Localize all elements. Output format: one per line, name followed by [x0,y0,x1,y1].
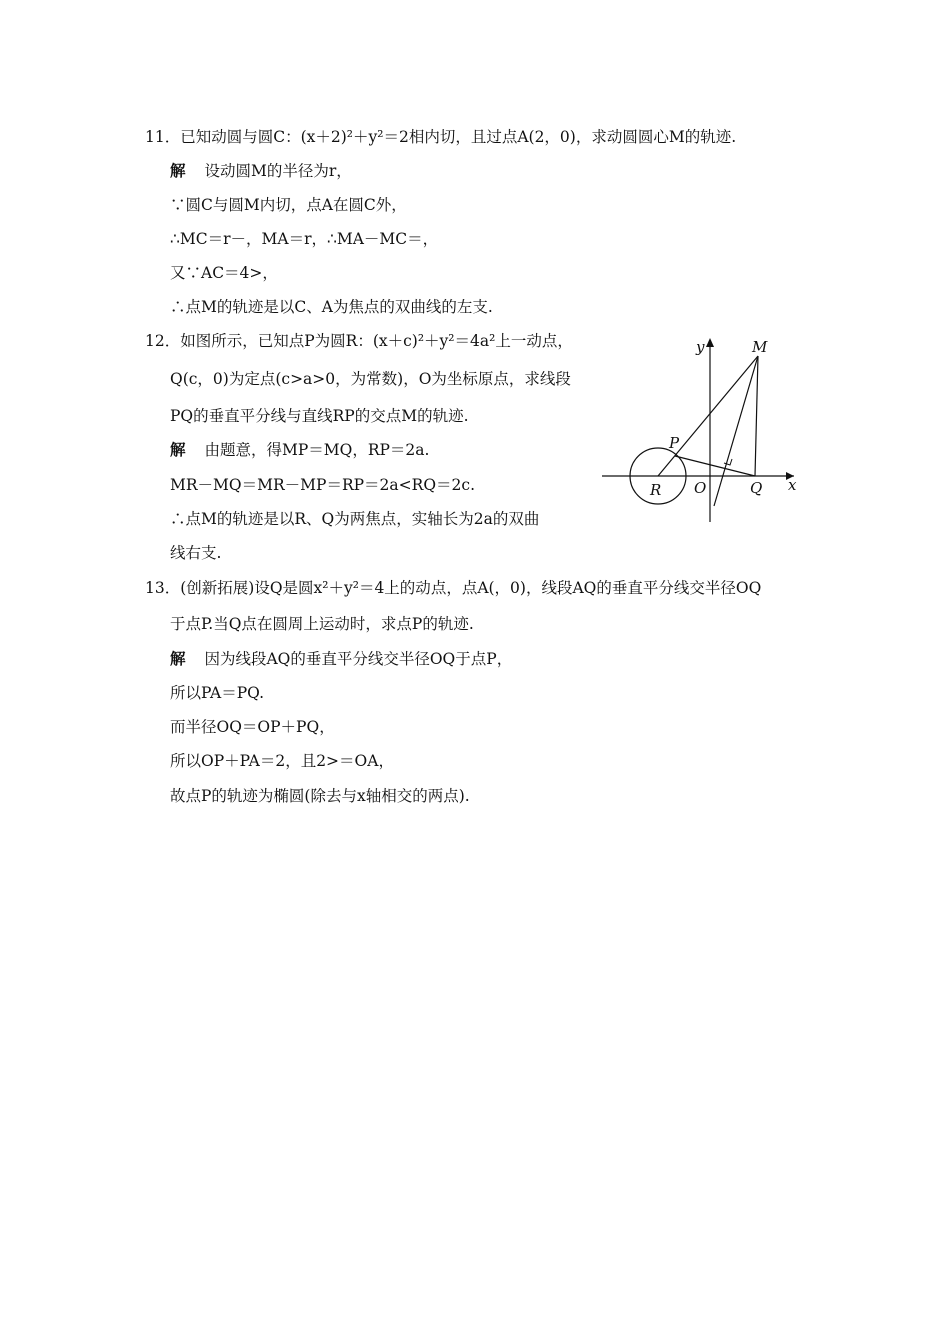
line-rm [658,356,758,476]
geometry-figure [598,332,808,532]
solution-11-line-2: ∵圆C与圆M内切，点A在圆C外， [170,196,407,214]
solution-label: 解 [170,161,186,180]
solution-13-line-1: 解 因为线段AQ的垂直平分线交半径OQ于点P， [170,649,513,668]
label-y: y [696,338,705,356]
y-axis-arrow-icon [706,338,714,347]
solution-label: 解 [170,649,186,668]
line-pq [675,456,755,476]
problem-12-line-3: PQ的垂直平分线与直线RP的交点M的轨迹. [170,407,469,425]
solution-13-line-5: 故点P的轨迹为椭圆(除去与x轴相交的两点). [170,787,470,805]
solution-12-line-1: 解 由题意，得MP＝MQ，RP＝2a. [170,440,430,459]
label-m: M [752,338,768,356]
label-r: R [650,481,662,499]
label-q: Q [750,479,763,497]
line-mq [755,356,758,476]
problem-13-line-1: 13．(创新拓展)设Q是圆x²＋y²＝4上的动点，点A(，0)，线段AQ的垂直平分线交半径OQ [145,579,762,597]
solution-label: 解 [170,440,186,459]
solution-12-line-4: 线右支. [170,544,222,562]
solution-13-line-3: 而半径OQ＝OP＋PQ， [170,718,335,736]
problem-13-line-2: 于点P.当Q点在圆周上运动时，求点P的轨迹. [170,615,474,633]
label-x: x [788,476,797,494]
solution-13-line-2: 所以PA＝PQ. [170,684,264,702]
label-o: O [694,479,707,497]
solution-12-line-2: MR－MQ＝MR－MP＝RP＝2a<RQ＝2c. [170,476,475,494]
problem-11: 11．已知动圆与圆C：(x＋2)²＋y²＝2相内切，且过点A(2，0)，求动圆圆心M的轨迹. [145,128,737,146]
label-p: P [669,434,680,452]
solution-11-line-3: ∴MC＝r－，MA＝r，∴MA－MC＝， [170,230,439,248]
solution-11-line-5: ∴点M的轨迹是以C、A为焦点的双曲线的左支. [170,298,493,316]
solution-11-line-1: 解 设动圆M的半径为r， [170,161,352,180]
solution-13-line-4: 所以OP＋PA＝2，且2>＝OA， [170,752,394,770]
problem-12-line-1: 12．如图所示，已知点P为圆R：(x＋c)²＋y²＝4a²上一动点， [145,332,573,350]
solution-11-line-4: 又∵AC＝4>， [170,264,278,282]
problem-12-line-2: Q(c，0)为定点(c>a>0，为常数)，O为坐标原点，求线段 [170,370,571,388]
solution-12-line-3: ∴点M的轨迹是以R、Q为两焦点，实轴长为2a的双曲 [170,510,540,528]
